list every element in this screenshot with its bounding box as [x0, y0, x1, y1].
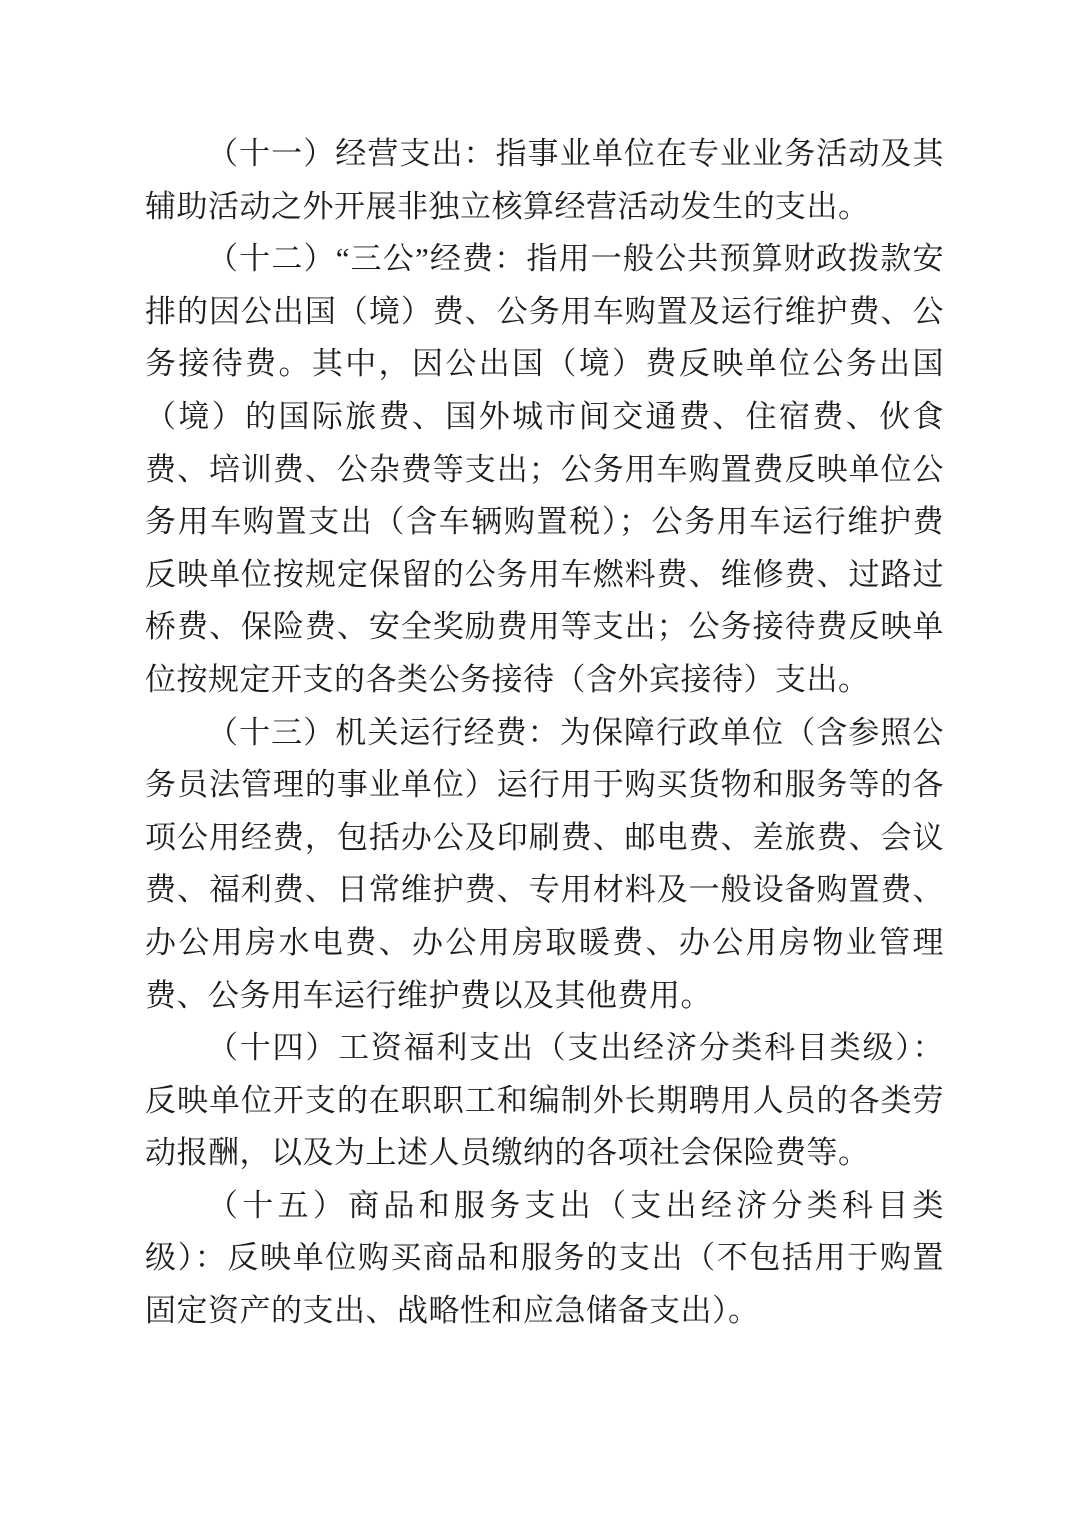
- document-text-block: [145, 128, 944, 1338]
- paragraph-12-three-public-funds: （十二）“三公”经费：指用一般公共预算财政拨款安排的因公出国（境）费、公务用车购置及运行维护费、公务接待费。其中，因公出国（境）费反映单位公务出国（境）的国际旅费、国外城市间交通费、住宿费、伙食费、培训费、公杂费等支出；公务用车购置费反映单位公务用车购置支出（含车辆购置税）；公务用车运行维护费反映单位按规定保留的公务用车燃料费、维修费、过路过桥费、保险费、安全奖励费用等支出；公务接待费反映单位按规定开支的各类公务接待（含外宾接待）支出。: [145, 241, 944, 697]
- paragraph-11-operating-expenditure: （十一）经营支出：指事业单位在专业业务活动及其辅助活动之外开展非独立核算经营活动发生的支出。: [145, 136, 944, 224]
- paragraph-13-agency-operating-funds: （十三）机关运行经费：为保障行政单位（含参照公务员法管理的事业单位）运行用于购买货物和服务等的各项公用经费，包括办公及印刷费、邮电费、差旅费、会议费、福利费、日常维护费、专用材料及一般设备购置费、办公用房水电费、办公用房取暖费、办公用房物业管理费、公务用车运行维护费以及其他费用。: [145, 714, 944, 1013]
- paragraph-15-goods-services-expenditure: （十五）商品和服务支出（支出经济分类科目类级）：反映单位购买商品和服务的支出（不包括用于购置固定资产的支出、战略性和应急储备支出）。: [145, 1187, 944, 1329]
- paragraph-14-salary-welfare-expenditure: （十四）工资福利支出（支出经济分类科目类级）：反映单位开支的在职职工和编制外长期聘用人员的各类劳动报酬，以及为上述人员缴纳的各项社会保险费等。: [145, 1030, 944, 1171]
